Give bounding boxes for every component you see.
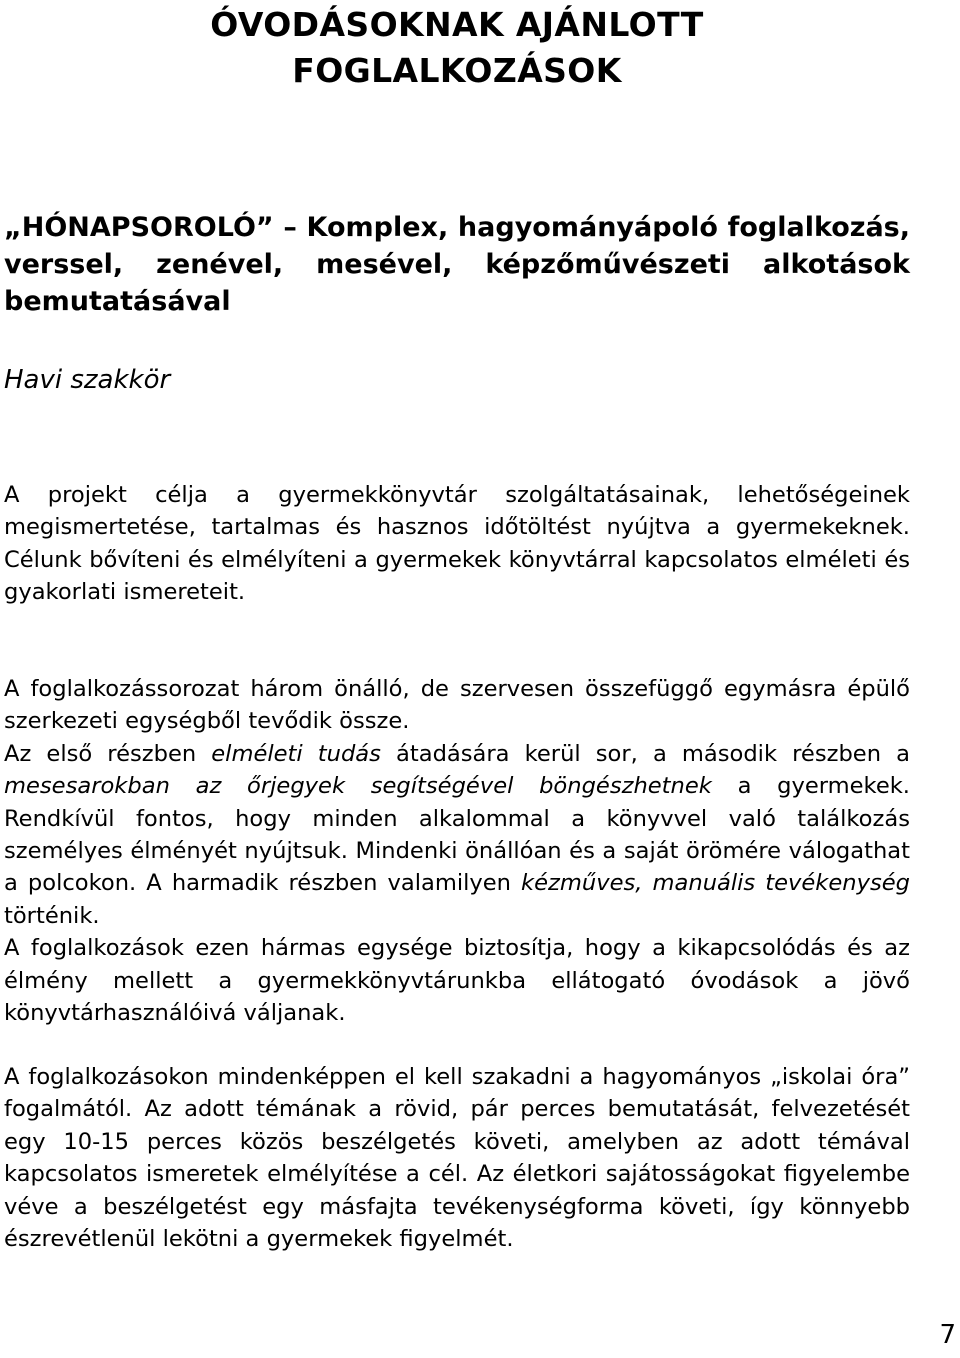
- document-title: [4, 2, 910, 94]
- title-line-2: FOGLALKOZÁSOK: [292, 51, 622, 90]
- paragraph-project-goal: A projekt célja a gyermekkönyvtár szolgáltatásainak, lehetőségeinek megismertetése, tartalmas és hasznos időtöltést nyújtva a gyermekeknek. Célunk bővíteni és elmélyíteni a gyermekek könyvtárral kapcsolatos elméleti és gyakorlati ismereteit.: [4, 482, 910, 606]
- paragraph-structure: [4, 673, 910, 1029]
- emphasis-theoretical-knowledge: elméleti tudás: [211, 740, 381, 767]
- paragraph-structure-text-g: történik.: [4, 902, 100, 929]
- paragraph-sessions: A foglalkozásokon mindenképpen el kell szakadni a hagyományos „iskolai óra” fogalmától. Az adott témának a rövid, pár perces bemutatását, felvezetését egy 10-15 perces közös beszélgetés követi, amelyben az adott témával kapcsolatos ismeretek elmélyítése a cél. Az életkori sajátosságokat figyelembe véve a beszélgetést egy másfajta tevékenységforma követi, így könnyebb észrevétlenül lekötni a gyermekek figyelmét.: [4, 1064, 910, 1253]
- paragraph-structure-sentence-3: A foglalkozások ezen hármas egysége biztosítja, hogy a kikapcsolódás és az élmény mellett a gyermekkönyvtárunkba ellátogató óvodások a jövő könyvtárhasználóivá váljanak.: [4, 935, 910, 1027]
- emphasis-story-corner: mesesarokban az őrjegyek segítségével böngészhetnek: [4, 773, 712, 800]
- title-line-1: ÓVODÁSOKNAK AJÁNLOTT: [210, 5, 704, 44]
- subtitle: „HÓNAPSOROLÓ” – Komplex, hagyományápoló foglalkozás, verssel, zenével, mesével, képzőművészeti alkotások bemutatásával: [4, 212, 910, 317]
- paragraph-structure-sentence-1: A foglalkozássorozat három önálló, de szervesen összefüggő egymásra épülő szerkezeti egységből tevődik össze.: [4, 676, 910, 735]
- paragraph-structure-text-e: a gyermekek. Rendkívül fontos, hogy minden alkalommal a könyvvel való találkozás személyes élményét nyújtsuk. Mindenki önállóan és a saját örömére válogathat a polcokon. A harmadik részben valamilyen: [4, 773, 910, 897]
- paragraph-structure-text-c: átadására kerül sor, a második részben a: [380, 740, 910, 767]
- page-number: 7: [939, 1320, 956, 1350]
- section-label: Havi szakkör: [4, 365, 171, 395]
- document-page: [4, 0, 910, 1253]
- emphasis-handicraft: kézműves, manuális tevékenység: [521, 870, 910, 897]
- paragraph-structure-text-a: Az első részben: [4, 740, 212, 767]
